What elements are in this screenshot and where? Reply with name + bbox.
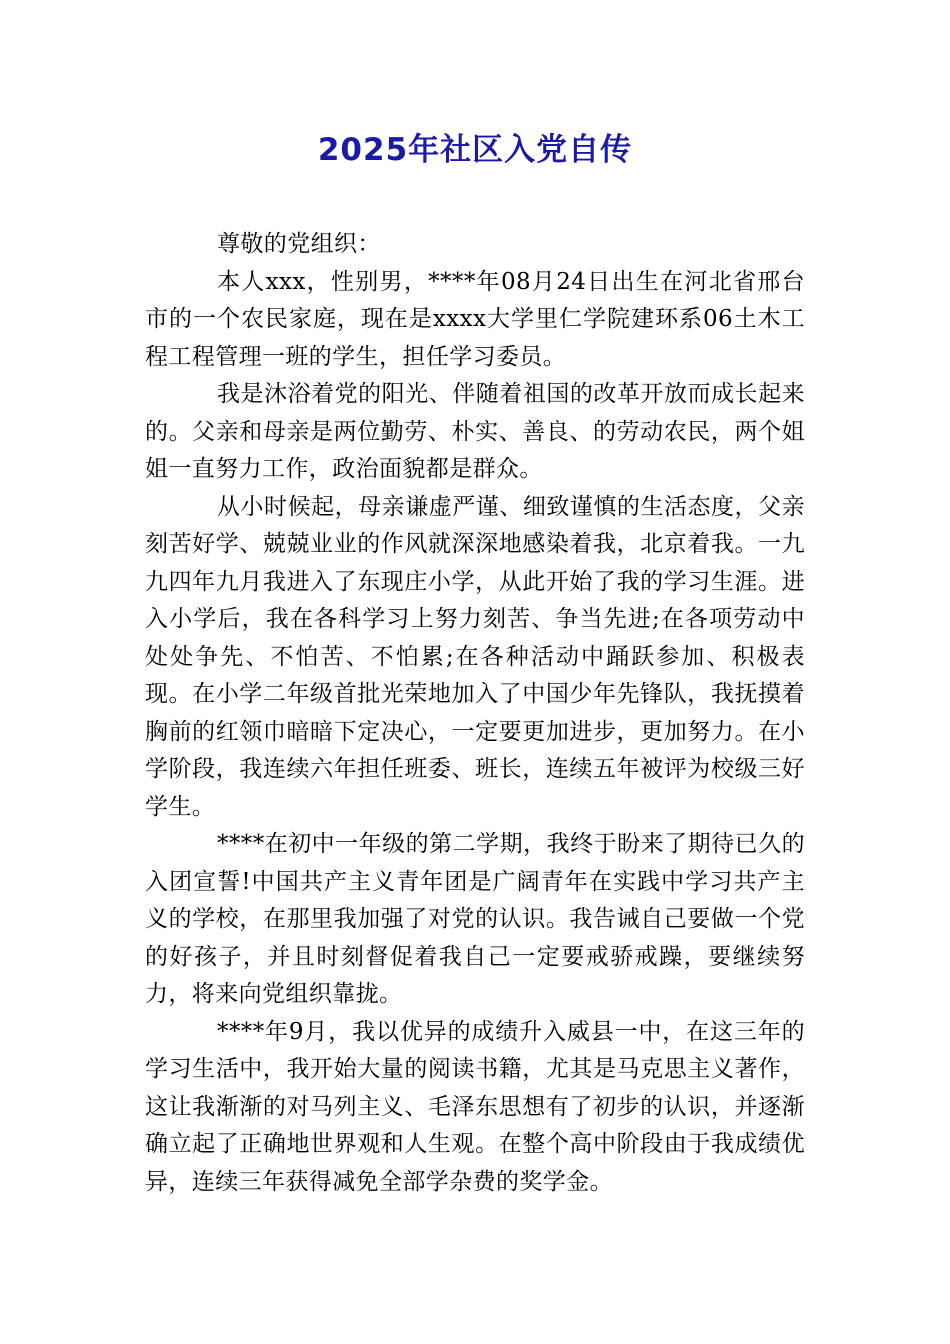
- paragraph-personal-info: 本人xxx，性别男，****年08月24日出生在河北省邢台市的一个农民家庭，现在是xxxx大学里仁学院建环系06土木工程工程管理一班的学生，担任学习委员。: [145, 268, 805, 370]
- document-title: 2025年社区入党自传: [317, 132, 633, 168]
- paragraph-youth-league: ****在初中一年级的第二学期，我终于盼来了期待已久的入团宣誓!中国共产主义青年团是广阔青年在实践中学习共产主义的学校，在那里我加强了对党的认识。我告诫自己要做一个党的好孩子，并且时刻督促着我自己一定要戒骄戒躁，要继续努力，将来向党组织靠拢。: [145, 831, 805, 1007]
- paragraph-high-school: ****年9月，我以优异的成绩升入威县一中，在这三年的学习生活中，我开始大量的阅读书籍，尤其是马克思主义著作，这让我渐渐的对马列主义、毛泽东思想有了初步的认识，并逐渐确立起了正确地世界观和人生观。在整个高中阶段由于我成绩优异，连续三年获得减免全部学杂费的奖学金。: [145, 1018, 805, 1195]
- salutation: 尊敬的党组织：: [217, 231, 381, 257]
- document-body: [145, 226, 805, 1201]
- paragraph-family: 我是沐浴着党的阳光、伴随着祖国的改革开放而成长起来的。父亲和母亲是两位勤劳、朴实、善良、的劳动农民，两个姐姐一直努力工作，政治面貌都是群众。: [145, 381, 805, 482]
- paragraph-primary-school: 从小时候起，母亲谦虚严谨、细致谨慎的生活态度，父亲刻苦好学、兢兢业业的作风就深深地感染着我，北京着我。一九九四年九月我进入了东现庄小学，从此开始了我的学习生涯。进入小学后，我在各科学习上努力刻苦、争当先进;在各项劳动中处处争先、不怕苦、不怕累;在各种活动中踊跃参加、积极表现。在小学二年级首批光荣地加入了中国少年先锋队，我抚摸着胸前的红领巾暗暗下定决心，一定要更加进步，更加努力。在小学阶段，我连续六年担任班委、班长，连续五年被评为校级三好学生。: [145, 493, 805, 820]
